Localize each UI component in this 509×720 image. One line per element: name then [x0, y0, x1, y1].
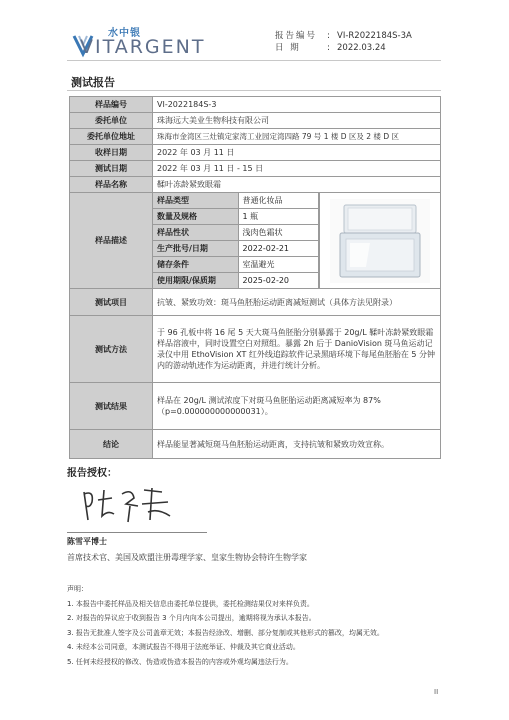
signer-name: 陈雪平博士 [67, 537, 107, 546]
sample-desc-cell [153, 193, 441, 289]
client-addr-label: 委托单位地址 [70, 129, 153, 145]
logo-en-text: VITARGENT [80, 36, 206, 58]
desc-label: 生产批号/日期 [153, 241, 238, 257]
disclaimer-item: 2. 对报告的异议应于收到报告 3 个月内向本公司提出，逾期将视为承认本报告。 [67, 614, 316, 622]
disclaimer-item: 3. 报告无批准人签字及公司盖章无效；本报告经涂改、增删、部分复制或其他形式的篡改，均属无效。 [67, 628, 384, 637]
table-row [70, 383, 441, 430]
desc-label: 样品类型 [153, 193, 238, 209]
desc-value: 室温避光 [238, 257, 318, 273]
table-row [70, 129, 441, 145]
company-logo [72, 24, 222, 60]
test-item-value: 抗皱、紧致功效：斑马鱼胚胎运动距离减短测试（具体方法见附录） [153, 289, 441, 316]
sample-desc-table [153, 193, 319, 288]
sample-no-label: 样品编号 [70, 97, 153, 113]
desc-label: 储存条件 [153, 257, 238, 273]
result-line: （p=0.000000000000031）。 [157, 407, 273, 416]
desc-value: 浅肉色霜状 [238, 225, 318, 241]
report-table [69, 96, 441, 459]
disclaimer-item: 4. 未经本公司同意，本测试报告不得用于法庭举证、仲裁及其它商业活动。 [67, 643, 300, 651]
report-no: VI-R2022184S-3A [337, 31, 412, 41]
logo-cn-text: 水中银 [108, 28, 141, 39]
handwritten-signature [78, 480, 188, 530]
test-date-value: 2022 年 03 月 11 日 - 15 日 [153, 161, 441, 177]
desc-label: 使用期限/保质期 [153, 273, 238, 289]
table-row [70, 289, 441, 316]
client-label: 委托单位 [70, 113, 153, 129]
receipt-date-value: 2022 年 03 月 11 日 [153, 145, 441, 161]
report-date: 2022.03.24 [337, 43, 386, 53]
receipt-date-label: 收样日期 [70, 145, 153, 161]
conclusion-value: 样品能显著减短斑马鱼胚胎运动距离，支持抗皱和紧致功效宣称。 [153, 430, 441, 459]
header-divider [67, 60, 441, 61]
client-value: 珠海远大美业生物科技有限公司 [153, 113, 441, 129]
page-number: II [434, 688, 439, 696]
report-meta: 报告编号 : VI-R2022184S-3A 日 期 : 2022.03.24 [275, 31, 412, 53]
disclaimer-item: 5. 任何未经授权的修改、伪造或伪造本报告的内容或外观均属违法行为。 [67, 657, 293, 666]
authorization-title: 报告授权： [67, 468, 117, 479]
sample-name-label: 样品名称 [70, 177, 153, 193]
desc-value: 普通化妆品 [238, 193, 318, 209]
page-title: 测试报告 [71, 76, 115, 89]
desc-label: 数量及规格 [153, 209, 238, 225]
product-photo [319, 193, 440, 288]
disclaimer-item: 1. 本报告中委托样品及相关信息由委托单位提供，委托检测结果仅对来样负责。 [67, 599, 314, 608]
sample-name-value: 鞣叶冻龄紧致眼霜 [153, 177, 441, 193]
table-row [70, 145, 441, 161]
table-row [70, 430, 441, 459]
desc-label: 样品性状 [153, 225, 238, 241]
table-row [70, 177, 441, 193]
conclusion-label: 结论 [70, 430, 153, 459]
desc-value: 2025-02-20 [238, 273, 318, 289]
desc-value: 2022-02-21 [238, 241, 318, 257]
title-divider [67, 90, 441, 91]
result-label: 测试结果 [70, 383, 153, 430]
sample-no-value: VI-2022184S-3 [153, 97, 441, 113]
test-date-label: 测试日期 [70, 161, 153, 177]
result-line: 样品在 20g/L 测试浓度下对斑马鱼胚胎运动距离减短率为 87% [157, 396, 381, 405]
table-row [70, 193, 441, 289]
test-method-label: 测试方法 [70, 316, 153, 383]
table-row [70, 161, 441, 177]
client-addr-value: 珠海市金湾区三灶镇定家湾工业园定湾四路 79 号 1 楼 D 区及 2 楼 D 区 [153, 129, 441, 145]
disclaimer-title: 声明： [67, 585, 88, 593]
cream-jar-image [330, 199, 430, 283]
date-label: 日 期 [275, 43, 301, 53]
signature-line [67, 532, 207, 533]
signer-description: 首席技术官、美国及欧盟注册毒理学家、皇家生物协会特许生物学家 [67, 553, 307, 562]
report-no-label: 报告编号 [275, 31, 318, 41]
desc-value: 1 瓶 [238, 209, 318, 225]
table-row [70, 113, 441, 129]
table-row [70, 316, 441, 383]
sample-desc-label: 样品描述 [70, 193, 153, 289]
disclaimer [67, 582, 384, 669]
test-item-label: 测试项目 [70, 289, 153, 316]
table-row [70, 97, 441, 113]
result-value [153, 383, 441, 430]
test-method-value: 于 96 孔板中将 16 尾 5 天大斑马鱼胚胎分别暴露于 20g/L 鞣叶冻龄紧致眼霜样品溶液中，同时设置空白对照组。暴露 2h 后于 DanioVision 斑马鱼运动记录仪中用 EthoVision XT 红外线追踪软件记录黑暗环境下每尾鱼胚胎在 5 分钟内的游动轨迹作为运动距离，并进行统计分析。 [153, 316, 441, 383]
